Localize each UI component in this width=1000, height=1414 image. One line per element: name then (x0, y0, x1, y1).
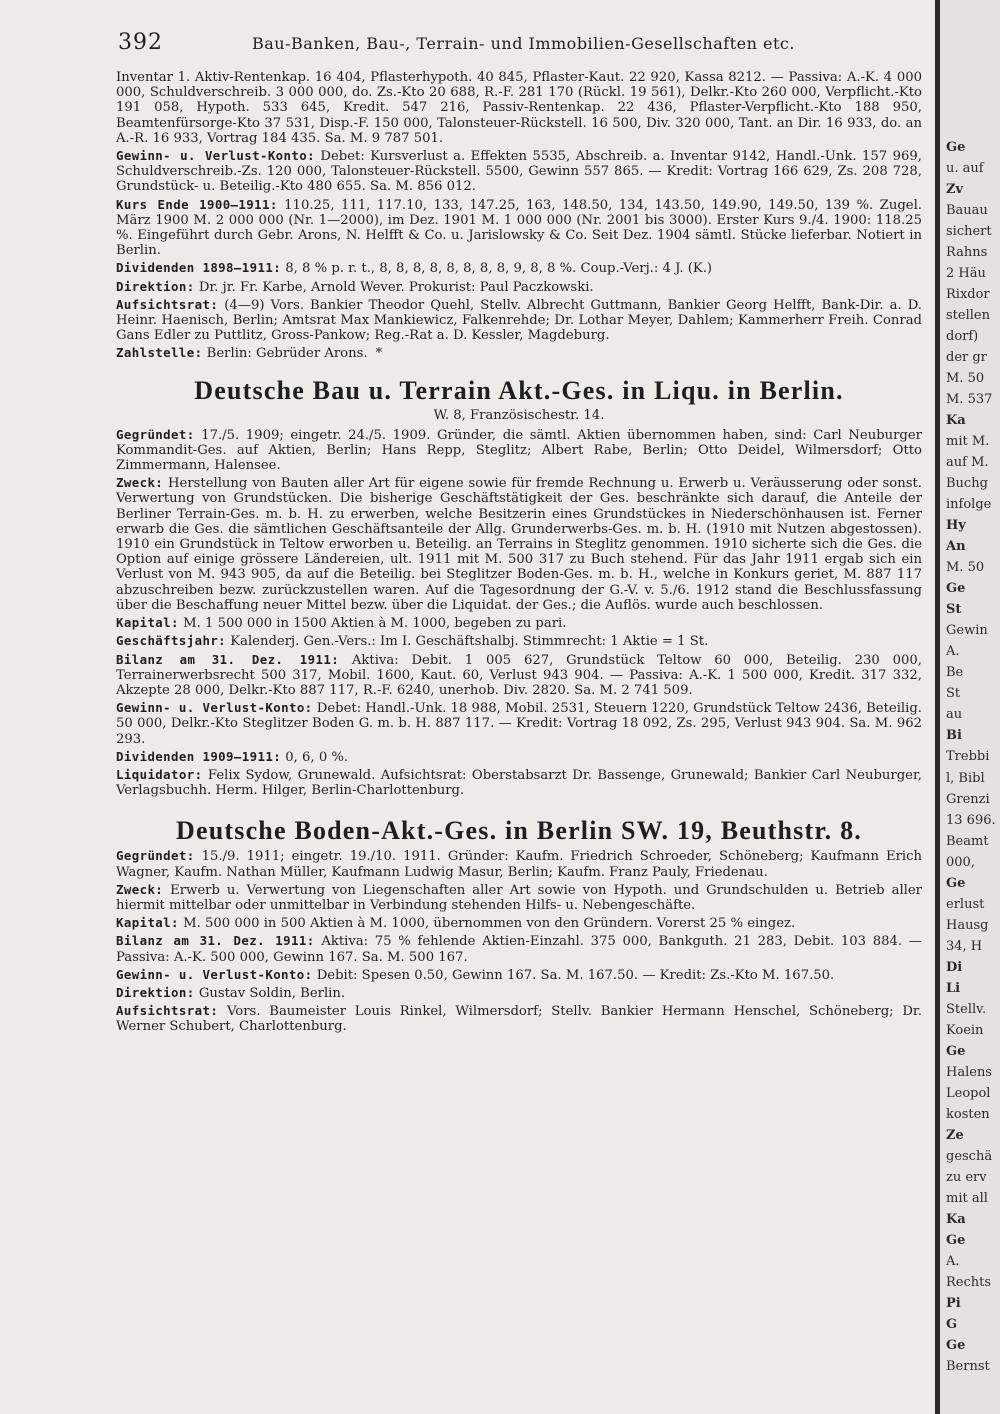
adjacent-page-fragment: 13 696. (946, 813, 996, 828)
adjacent-page-fragment: St (946, 686, 961, 701)
entry-paragraph (116, 297, 922, 344)
adjacent-page-fragment: M. 50 (946, 560, 985, 575)
entry-paragraph (116, 882, 922, 913)
adjacent-page-fragment: u. auf (946, 161, 984, 176)
adjacent-page-fragment: Ge (946, 1338, 966, 1353)
adjacent-page-fragment: auf M. (946, 455, 989, 470)
entry-paragraph (116, 70, 922, 146)
section-text: Herstellung von Bauten aller Art für eigene sowie für fremde Rechnung u. Erwerb u. Veräusserung oder sonst. Verwertung von Grundstücken. Die bisherige Geschäftstätigkeit der Ges. beschränkte sich darauf, die Anteile der Berliner Terrain-Ges. m. b. H. zu erwerben, welche Besitzerin eines Grundstückes in Niederschönhausen ist. Ferner erwarb die Ges. die sämtlichen Geschäftsanteile der Allg. Grunderwerbs-Ges. m. b. H. (1910 mit Nutzen abgestossen). 1910 ein Grundstück in Teltow erworben u. Beteilig. an Terrains in Steglitz genommen. 1910 sicherte sich die Ges. die Option auf einige grössere Ländereien, ult. 1911 mit M. 500 317 zu Buch stehend. Für das Jahr 1911 ergab sich ein Verlust von M. 943 905, da auf die Beteilig. bei Steglitzer Boden-Ges. m. b. H., welche in Konkurs geriet, M. 887 117 abzuschreiben bezw. zurückzustellen waren. Auf die Tagesordnung der G.-V. v. 5./6. 1912 stand die Beschlussfassung über die Beschaffung neuer Mittel bezw. über die Liquidat. der Ges.; die Auflös. wurde auch beschlossen. (116, 476, 922, 613)
entry-paragraph (116, 345, 922, 361)
section-label: Dividenden 1909—1911: (116, 748, 282, 764)
section-text: Aktiva: Debit. 1 005 627, Grundstück Teltow 60 000, Beteilig. 230 000, Terrainerwerbsrecht 500 317, Mobil. 1600, Kaut. 60, Verlust 943 904. — Passiva: A.-K. 1 500 000, Kredit. 317 332, Akzepte 28 000, Delkr.-Kto 887 117, R.-F. 6240, unerhob. Div. 2820. Sa. M. 2 741 509. (116, 652, 922, 698)
section-text: Vors. Baumeister Louis Rinkel, Wilmersdorf; Stellv. Bankier Hermann Henschel, Schöneberg; Dr. Werner Schubert, Charlottenburg. (116, 1004, 922, 1035)
section-text: Gustav Soldin, Berlin. (198, 985, 346, 1001)
section-text: Debet: Handl.-Unk. 18 988, Mobil. 2531, Steuern 1220, Grundstück Teltow 2436, Beteilig. 50 000, Delkr.-Kto Steglitzer Boden G. m. b. H. 887 117. — Kredit: Vortrag 18 092, Zs. 295, Verlust 943 904. Sa. M. 962 293. (116, 701, 922, 747)
adjacent-page-fragment: Bi (946, 728, 962, 743)
section-label: Gegründet: (116, 426, 195, 442)
adjacent-page-fragment: A. (946, 644, 960, 659)
adjacent-page-fragment: Li (946, 981, 961, 996)
company-title-boden: Deutsche Boden-Akt.-Ges. in Berlin SW. 19, Beuthstr. 8. (176, 816, 862, 846)
adjacent-page-fragment: erlust (946, 897, 985, 912)
section-text: M. 500 000 in 500 Aktien à M. 1000, übernommen von den Gründern. Vorerst 25 % eingez. (183, 916, 796, 932)
adjacent-page-fragment: St (946, 602, 962, 617)
entry-paragraph (116, 633, 922, 649)
entry-paragraph (116, 1003, 922, 1034)
section-text: Dr. jr. Fr. Karbe, Arnold Wever. Prokurist: Paul Paczkowski. (198, 279, 594, 295)
adjacent-page-fragment: Zv (946, 182, 964, 197)
entry-paragraph (116, 652, 922, 699)
adjacent-page-fragment: l, Bibl (946, 771, 985, 786)
section-text: Aktiva: 75 % fehlende Aktien-Einzahl. 375 000, Bankguth. 21 283, Debit. 103 884. — Passiva: A.-K. 500 000, Gewinn 167. Sa. M. 500 167. (116, 934, 922, 965)
section-text: 8, 8 % p. r. t., 8, 8, 8, 8, 8, 8, 8, 8, 9, 8, 8 %. Coup.-Verj.: 4 J. (K.) (285, 261, 713, 277)
adjacent-page-fragment: sichert (946, 224, 992, 239)
entry-paragraph (116, 767, 922, 798)
adjacent-page-fragment: stellen (946, 308, 990, 323)
adjacent-page-fragment: Ze (946, 1128, 964, 1143)
adjacent-page-fragment: dorf) (946, 329, 979, 344)
section-label: Kapital: (116, 915, 179, 931)
entry-paragraph (116, 700, 922, 747)
adjacent-page-fragment: Ge (946, 1233, 966, 1248)
adjacent-page-fragment: mit M. (946, 434, 990, 449)
entry-boden (116, 848, 922, 1034)
company-address: W. 8, Französischestr. 14. (433, 407, 605, 423)
entry-paragraph (116, 260, 922, 276)
adjacent-page-fragment: Bauau (946, 203, 988, 218)
adjacent-page-fragment: G (946, 1317, 958, 1332)
adjacent-page-fragment: Ge (946, 140, 966, 155)
section-text: Debet: Kursverlust a. Effekten 5535, Abschreib. a. Inventar 9142, Handl.-Unk. 157 969, Schuldverschreib.-Zs. 120 000, Talonsteuer-Rückstell. 5500, Gewinn 557 865. — Kredit: Vortrag 166 629, Zs. 208 728, Grundstück- u. Beteilig.-Kto 480 655. Sa. M. 856 012. (116, 149, 922, 195)
adjacent-page-fragment: Halens (946, 1065, 992, 1080)
section-text: Inventar 1. Aktiv-Rentenkap. 16 404, Pflasterhypoth. 40 845, Pflaster-Kaut. 22 920, Kassa 8212. — Passiva: A.-K. 4 000 000, Schuldverschreib. 3 000 000, do. Zs.-Kto 20 688, R.-F. 281 170 (Rückl. 19 561), Delkr.-Kto 260 000, Verpflicht.-Kto 191 058, Hypoth. 533 645, Kredit. 547 216, Passiv-Rentenkap. 22 436, Pflaster-Verpflicht.-Kto 188 950, Beamtenfürsorge-Kto 37 531, Disp.-F. 150 000, Talonsteuer-Rückstell. 16 500, Div. 320 000, Tant. an Dir. 16 933, do. an A.-R. 16 933, Vortrag 184 435. Sa. M. 9 787 501. (116, 70, 922, 146)
adjacent-page-fragment: 34, H (946, 939, 983, 954)
adjacent-page-fragment: Ge (946, 876, 966, 891)
section-label: Direktion: (116, 984, 195, 1000)
section-text: M. 1 500 000 in 1500 Aktien à M. 1000, begeben zu pari. (183, 616, 567, 632)
section-text: 110.25, 111, 117.10, 133, 147.25, 163, 148.50, 134, 143.50, 149.90, 149.50, 139 %. Zugel. März 1900 M. 2 000 000 (Nr. 1—2000), im Dez. 1901 M. 1 000 000 (Nr. 2001 bis 3000). Erster Kurs 9./4. 1900: 118.25 %. Eingeführt durch Gebr. Arons, N. Helfft & Co. u. Jarislowsky & Co. Seit Dez. 1904 sämtl. Stücke lieferbar. Notiert in Berlin. (116, 197, 922, 259)
adjacent-page-fragment: Koein (946, 1023, 984, 1038)
adjacent-page-fragment: au (946, 707, 963, 722)
adjacent-page-fragment: mit all (946, 1191, 988, 1206)
running-head: Bau-Banken, Bau-, Terrain- und Immobilien-Gesellschaften etc. (252, 34, 795, 53)
page-number: 392 (118, 30, 163, 55)
adjacent-page-fragment: Di (946, 960, 963, 975)
entry-paragraph (116, 933, 922, 964)
section-label: Kapital: (116, 615, 179, 631)
section-text: 0, 6, 0 %. (285, 749, 349, 765)
adjacent-page-fragment: 2 Häu (946, 266, 986, 281)
adjacent-page-fragment: zu erv (946, 1170, 987, 1185)
entry-paragraph (116, 848, 922, 879)
entry-paragraph (116, 427, 922, 474)
section-label: Aufsichtsrat: (116, 1003, 219, 1019)
section-label: Gegründet: (116, 848, 195, 864)
adjacent-page-fragment: infolge (946, 497, 992, 512)
section-text: Erwerb u. Verwertung von Liegenschaften aller Art sowie von Hypoth. und Grundschulden u. Betrieb aller hiermit mittelbar oder unmittelbar in Verbindung stehenden Hilfs- u. Nebengeschäfte. (116, 882, 922, 913)
entry-paragraph (116, 197, 922, 259)
adjacent-page-fragment: Bernst (946, 1359, 990, 1374)
entry-paragraph (116, 148, 922, 195)
section-label: Kurs Ende 1900—1911: (116, 196, 278, 212)
end-mark: * (375, 346, 383, 362)
entry-paragraph (116, 615, 922, 631)
adjacent-page-fragment: Beamt (946, 834, 989, 849)
adjacent-page-fragment: A. (946, 1254, 960, 1269)
entry-paragraph (116, 967, 922, 983)
adjacent-page-fragment: Trebbi (946, 749, 990, 764)
section-label: Bilanz am 31. Dez. 1911: (116, 933, 315, 949)
section-text: (4—9) Vors. Bankier Theodor Quehl, Stellv. Albrecht Guttmann, Bankier Georg Helfft, Bank-Dir. a. D. Heinr. Haenisch, Berlin; Amtsrat Max Mankiewicz, Falkenrehde; Dr. Lothar Meyer, Dahlem; Kammerherr Freih. Conrad Gans Edler zu Puttlitz, Gross-Pankow; Reg.-Rat a. D. Kessler, Magdeburg. (116, 297, 922, 344)
adjacent-page-fragment: Pi (946, 1296, 961, 1311)
section-text: Felix Sydow, Grunewald. Aufsichtsrat: Oberstabsarzt Dr. Bassenge, Grunewald; Bankier Carl Neuburger, Verlagsbuchh. Herm. Hilger, Berlin-Charlottenburg. (116, 767, 922, 799)
entry-continued (116, 70, 922, 362)
section-label: Gewinn- u. Verlust-Konto: (116, 700, 313, 716)
adjacent-page-fragment: 000, (946, 855, 975, 870)
section-text: Kalenderj. Gen.-Vers.: Im I. Geschäftshalbj. Stimmrecht: 1 Aktie = 1 St. (230, 634, 709, 650)
adjacent-page-fragment: M. 50 (946, 371, 985, 386)
section-label: Geschäftsjahr: (116, 633, 227, 649)
adjacent-page-fragment: Leopol (946, 1086, 991, 1101)
adjacent-page-fragment: kosten (946, 1107, 990, 1122)
adjacent-page-fragment: Ge (946, 581, 966, 596)
entry-paragraph (116, 985, 922, 1001)
adjacent-page-fragment: Rechts (946, 1275, 992, 1290)
company-title-bau-terrain: Deutsche Bau u. Terrain Akt.-Ges. in Liqu. in Berlin. (194, 375, 844, 405)
adjacent-page-fragment: Ka (946, 413, 966, 428)
adjacent-page-fragment: Ge (946, 1044, 966, 1059)
section-text: Debit: Spesen 0.50, Gewinn 167. Sa. M. 167.50. — Kredit: Zs.-Kto M. 167.50. (316, 967, 835, 983)
adjacent-page-fragment: M. 537 (946, 392, 993, 407)
adjacent-page-fragment: Ka (946, 1212, 966, 1227)
adjacent-page-fragment: Hy (946, 518, 966, 533)
section-label: Zahlstelle: (116, 345, 203, 361)
adjacent-page-fragment: Be (946, 665, 964, 680)
section-label: Zweck: (116, 475, 164, 491)
entry-paragraph (116, 915, 922, 931)
adjacent-page-fragment: Hausg (946, 918, 989, 933)
section-label: Dividenden 1898—1911: (116, 260, 282, 276)
section-label: Zweck: (116, 881, 164, 897)
section-label: Bilanz am 31. Dez. 1911: (116, 651, 340, 667)
section-label: Aufsichtsrat: (116, 296, 219, 312)
entry-bau-terrain (116, 427, 922, 799)
adjacent-page-fragment: Stellv. (946, 1002, 987, 1017)
entry-paragraph (116, 475, 922, 613)
section-text: 17./5. 1909; eingetr. 24./5. 1909. Gründer, die sämtl. Aktien übernommen haben, sind: Carl Neuburger Kommandit-Ges. auf Aktien, Berlin; Hans Repp, Steglitz; Albert Rabe, Berlin; Otto Deidel, Wilmersdorf; Otto Zimmermann, Halensee. (116, 427, 922, 474)
page-header (118, 30, 948, 64)
section-label: Gewinn- u. Verlust-Konto: (116, 966, 313, 982)
adjacent-page-fragment: der gr (946, 350, 987, 365)
section-text: Berlin: Gebrüder Arons. (206, 346, 368, 362)
section-label: Direktion: (116, 278, 195, 294)
entry-paragraph (116, 279, 922, 295)
adjacent-page-fragment: Rahns (946, 245, 988, 260)
adjacent-page-fragment: Rixdor (946, 287, 990, 302)
adjacent-page-fragment: Buchg (946, 476, 988, 491)
adjacent-page-fragment: geschä (946, 1149, 993, 1164)
adjacent-page-fragment: Grenzi (946, 792, 990, 807)
main-column (116, 70, 922, 1037)
entry-paragraph (116, 749, 922, 765)
adjacent-page-fragment: Gewin (946, 623, 988, 638)
section-text: 15./9. 1911; eingetr. 19./10. 1911. Gründer: Kaufm. Friedrich Schroeder, Schöneberg; Kaufmann Erich Wagner, Kaufm. Nathan Müller, Kaufmann Ludwig Masur, Berlin; Kaufm. Franz Pauly, Friedenau. (116, 849, 922, 880)
section-label: Liquidator: (116, 766, 203, 782)
section-label: Gewinn- u. Verlust-Konto: (116, 148, 315, 164)
adjacent-page-fragment: An (946, 539, 966, 554)
adjacent-page-edge (940, 0, 1000, 1414)
